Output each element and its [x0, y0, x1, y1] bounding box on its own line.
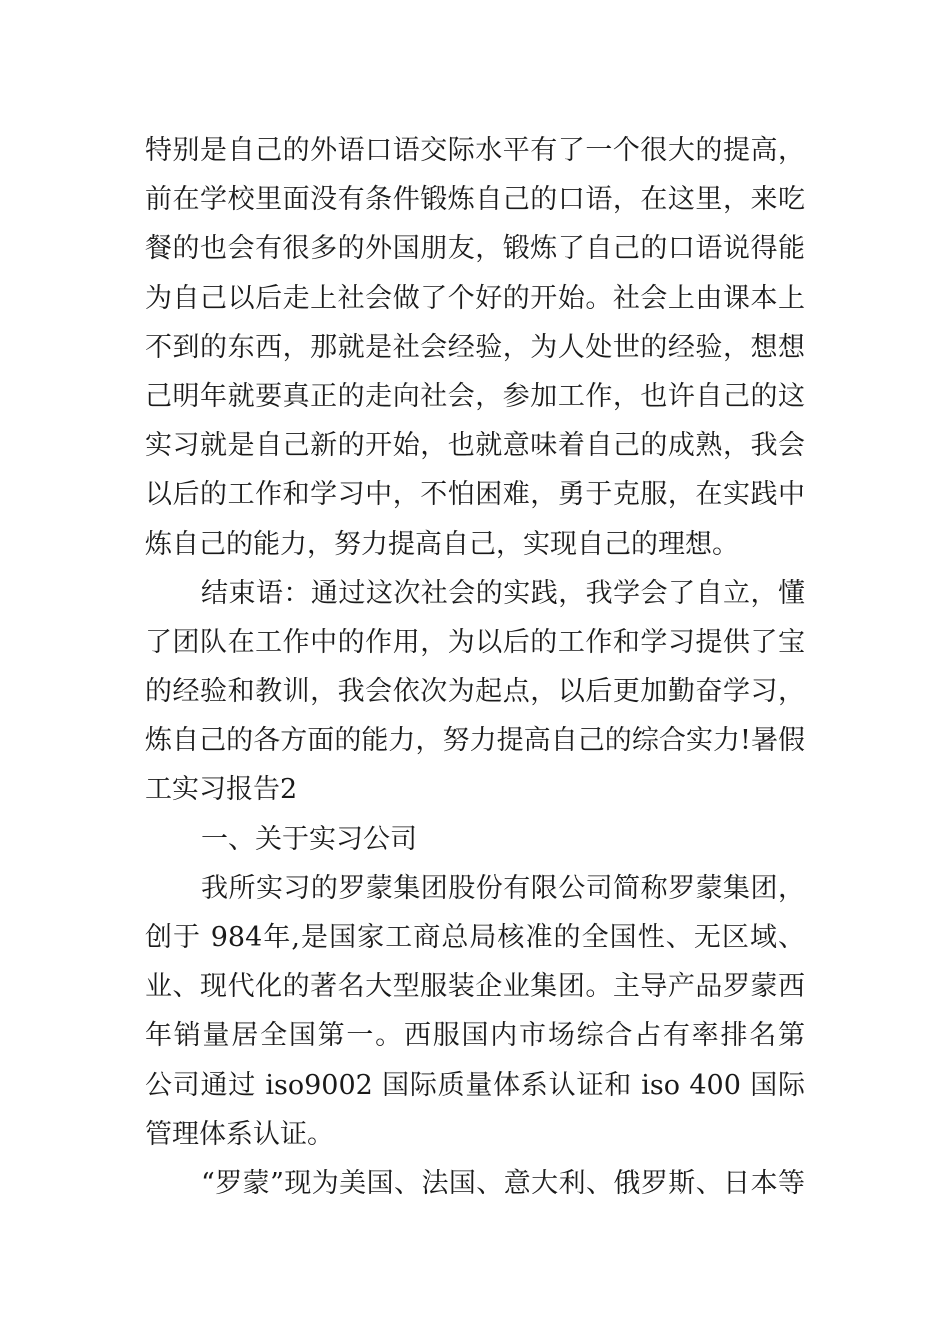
text-line: 餐的也会有很多的外国朋友，锻炼了自己的口语说得能	[145, 233, 805, 265]
text-line: 工实习报告2	[145, 774, 298, 806]
text-line: “罗蒙”现为美国、法国、意大利、俄罗斯、日本等	[201, 1167, 805, 1199]
text-line: 创于 984年,是国家工商总局核准的全国性、无区域、	[145, 922, 805, 953]
text-line: 结束语：通过这次社会的实践，我学会了自立，懂	[201, 577, 805, 609]
text-line: 公司通过 iso9002 国际质量体系认证和 iso 400 国际	[145, 1069, 805, 1101]
text-line: 为自己以后走上社会做了个好的开始。社会上由课本上	[145, 282, 805, 314]
text-line: 实习就是自己新的开始，也就意味着自己的成熟，我会	[145, 430, 805, 462]
text-line: 前在学校里面没有条件锻炼自己的口语，在这里，来吃	[145, 184, 805, 216]
text-line: 了团队在工作中的作用，为以后的工作和学习提供了宝	[145, 626, 805, 658]
text-line: 不到的东西，那就是社会经验，为人处世的经验，想想	[145, 331, 805, 363]
text-line: 己明年就要真正的走向社会，参加工作，也许自己的这	[145, 380, 805, 412]
text-line: 业、现代化的著名大型服装企业集团。主导产品罗蒙西	[145, 971, 805, 1003]
text-line: 特别是自己的外语口语交际水平有了一个很大的提高，	[145, 135, 805, 166]
text-line: 炼自己的能力，努力提高自己，实现自己的理想。	[145, 528, 739, 560]
text-line: 炼自己的各方面的能力，努力提高自己的综合实力!暑假	[145, 725, 805, 757]
text-line: 的经验和教训，我会依次为起点，以后更加勤奋学习，	[145, 676, 805, 708]
text-line: 以后的工作和学习中，不怕困难，勇于克服，在实践中	[145, 479, 805, 511]
text-line: 一、关于实习公司	[201, 823, 417, 855]
text-line: 年销量居全国第一。西服国内市场综合占有率排名第	[145, 1020, 805, 1052]
body-text	[145, 126, 805, 1208]
text-line: 管理体系认证。	[145, 1118, 334, 1150]
text-line: 我所实习的罗蒙集团股份有限公司简称罗蒙集团，	[201, 872, 805, 904]
